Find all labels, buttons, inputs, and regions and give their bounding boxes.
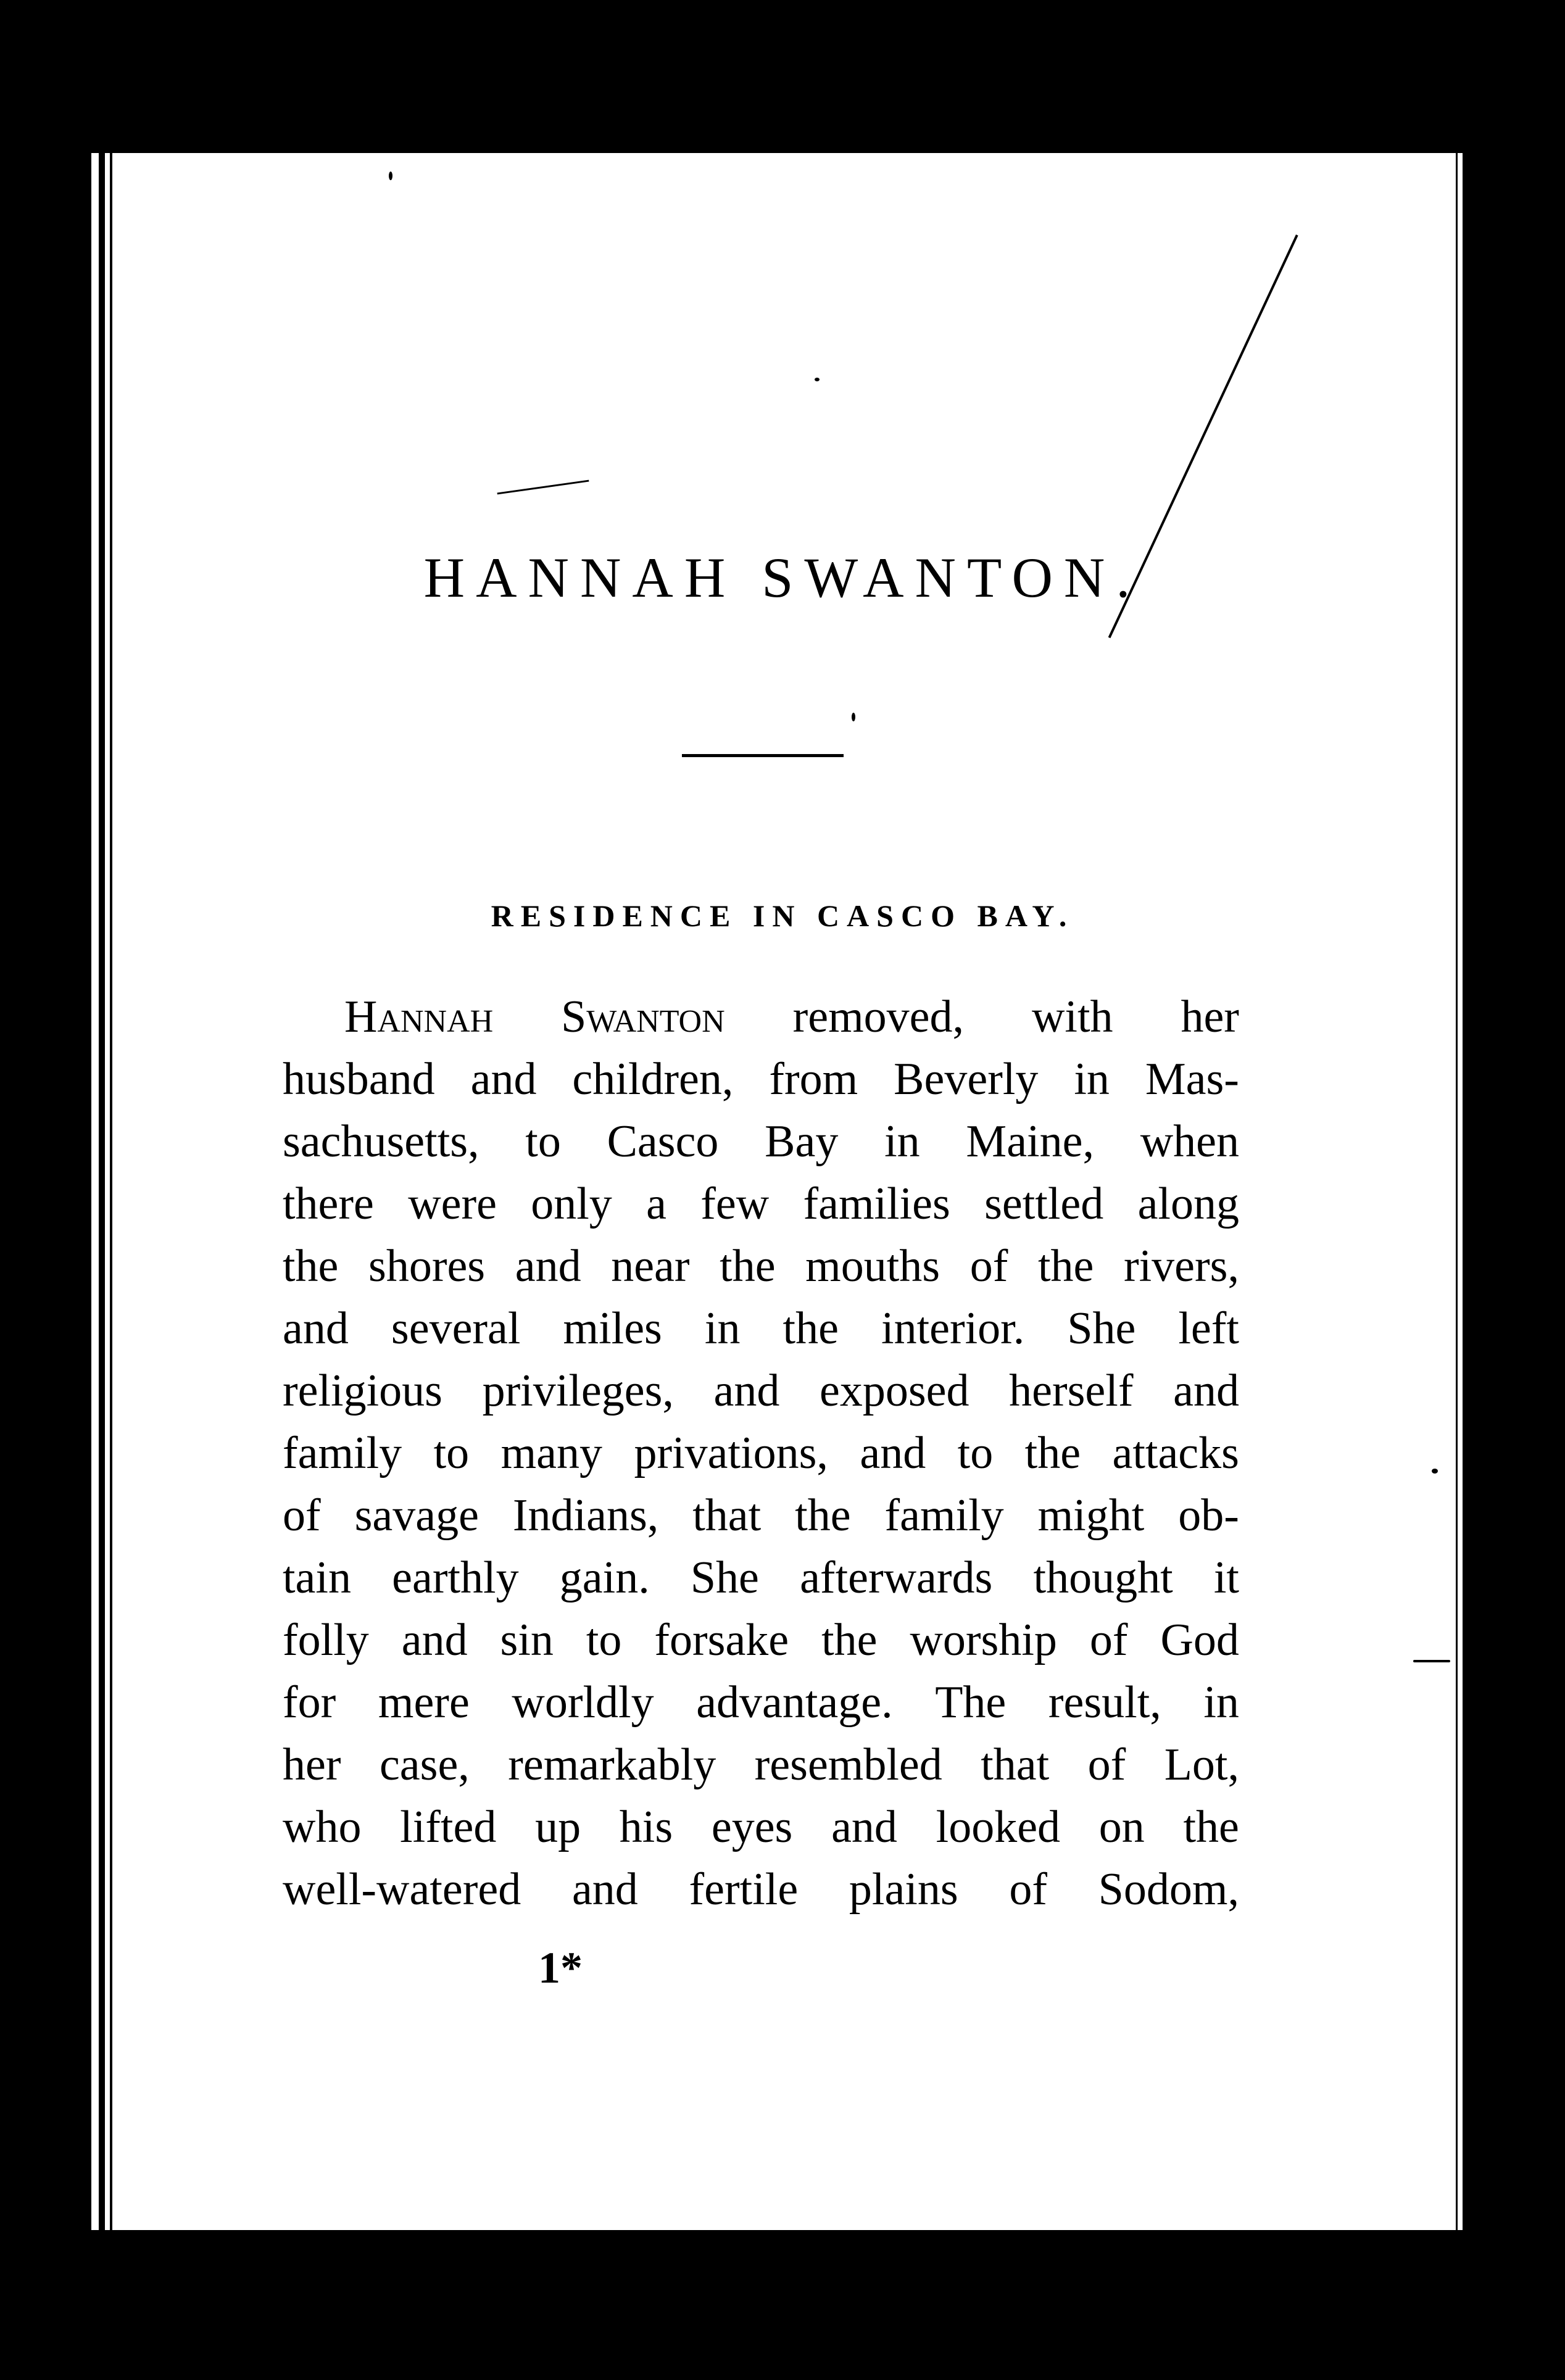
title-rule	[682, 754, 844, 757]
speck	[1432, 1469, 1438, 1474]
word: of	[283, 1490, 321, 1541]
word: the	[1037, 1241, 1094, 1292]
word: removed,	[792, 992, 965, 1042]
word: her	[1181, 992, 1239, 1042]
word: worship	[910, 1615, 1057, 1665]
word: privations,	[634, 1428, 828, 1478]
word: Bay	[765, 1116, 839, 1167]
word: and	[831, 1802, 897, 1852]
word: of	[1009, 1864, 1048, 1915]
text-line	[283, 1609, 1239, 1672]
word: resembled	[754, 1739, 942, 1790]
word: Swanton	[561, 992, 725, 1042]
word: folly	[283, 1615, 369, 1665]
word: children,	[572, 1054, 734, 1105]
word: Lot,	[1164, 1739, 1239, 1790]
text-line	[283, 1547, 1239, 1609]
word: settled	[984, 1179, 1104, 1229]
word: worldly	[512, 1677, 654, 1728]
word: of	[969, 1241, 1008, 1292]
speck	[852, 713, 855, 721]
word: that	[692, 1490, 762, 1541]
word: families	[803, 1179, 950, 1229]
word: herself	[1009, 1366, 1134, 1416]
word: religious	[283, 1366, 442, 1416]
word: her	[283, 1739, 341, 1790]
word: the	[283, 1241, 339, 1292]
word: several	[391, 1303, 521, 1354]
word: his	[619, 1802, 673, 1852]
word: privileges,	[482, 1366, 674, 1416]
word: on	[1098, 1802, 1145, 1852]
text-line	[283, 1672, 1239, 1734]
word: and	[283, 1303, 349, 1354]
word: eyes	[711, 1802, 793, 1852]
text-line	[283, 1796, 1239, 1859]
word: case,	[379, 1739, 470, 1790]
text-line	[283, 1235, 1239, 1298]
text-line	[283, 1734, 1239, 1796]
page-edge	[1447, 153, 1463, 2230]
word: God	[1160, 1615, 1239, 1665]
word: attacks	[1112, 1428, 1239, 1478]
word: afterwards	[800, 1553, 993, 1603]
word: She	[690, 1553, 759, 1603]
word: and	[1173, 1366, 1239, 1416]
word: many	[500, 1428, 603, 1478]
word: the	[1183, 1802, 1239, 1852]
word: and	[401, 1615, 468, 1665]
word: only	[531, 1179, 612, 1229]
word: along	[1137, 1179, 1239, 1229]
text-line	[283, 1859, 1239, 1921]
word: with	[1031, 992, 1113, 1042]
word: the	[821, 1615, 878, 1665]
word: advantage.	[696, 1677, 893, 1728]
word: family	[283, 1428, 402, 1478]
word: husband	[283, 1054, 435, 1105]
word: and	[860, 1428, 926, 1478]
word: plains	[849, 1864, 958, 1915]
word: Hannah	[344, 992, 494, 1042]
word: interior.	[881, 1303, 1025, 1354]
word: looked	[936, 1802, 1061, 1852]
word: Mas-	[1145, 1054, 1239, 1105]
word: of	[1089, 1615, 1128, 1665]
word: Beverly	[894, 1054, 1039, 1105]
word: that	[981, 1739, 1050, 1790]
word: rivers,	[1123, 1241, 1239, 1292]
speck	[815, 378, 820, 381]
word: there	[283, 1179, 374, 1229]
word: in	[1074, 1054, 1110, 1105]
word: the	[720, 1241, 776, 1292]
text-line	[283, 1298, 1239, 1360]
word: the	[783, 1303, 839, 1354]
text-line	[283, 1048, 1239, 1111]
word: forsake	[654, 1615, 789, 1665]
word: result,	[1048, 1677, 1161, 1728]
word: Maine,	[966, 1116, 1094, 1167]
word: fertile	[689, 1864, 799, 1915]
word: for	[283, 1677, 336, 1728]
text-line	[283, 1485, 1239, 1547]
speck	[389, 172, 392, 180]
word: and	[713, 1366, 780, 1416]
word: to	[957, 1428, 994, 1478]
word: in	[884, 1116, 920, 1167]
word: might	[1037, 1490, 1145, 1541]
word: and	[515, 1241, 581, 1292]
text-line	[283, 986, 1239, 1048]
text-line	[283, 1422, 1239, 1485]
word: lifted	[400, 1802, 497, 1852]
word: near	[611, 1241, 690, 1292]
word: Sodom,	[1098, 1864, 1239, 1915]
word: the	[1024, 1428, 1081, 1478]
word: in	[1203, 1677, 1239, 1728]
word: were	[408, 1179, 497, 1229]
body-text	[283, 986, 1239, 1921]
word: shores	[368, 1241, 486, 1292]
word: sin	[500, 1615, 554, 1665]
word: miles	[563, 1303, 662, 1354]
word: in	[704, 1303, 741, 1354]
word: remarkably	[508, 1739, 716, 1790]
word: to	[525, 1116, 561, 1167]
text-line	[283, 1111, 1239, 1173]
word: The	[935, 1677, 1007, 1728]
word: Indians,	[512, 1490, 659, 1541]
text-line	[283, 1173, 1239, 1235]
word: from	[769, 1054, 858, 1105]
word: savage	[354, 1490, 479, 1541]
word: exposed	[820, 1366, 969, 1416]
word: family	[884, 1490, 1004, 1541]
word: to	[586, 1615, 622, 1665]
word: well-watered	[283, 1864, 521, 1915]
word: it	[1213, 1553, 1239, 1603]
word: She	[1067, 1303, 1136, 1354]
text-line	[283, 1360, 1239, 1422]
word: of	[1087, 1739, 1126, 1790]
word: mouths	[805, 1241, 940, 1292]
word: when	[1140, 1116, 1239, 1167]
word: mere	[378, 1677, 470, 1728]
chapter-heading: RESIDENCE IN CASCO BAY.	[491, 898, 1074, 933]
word: gain.	[559, 1553, 650, 1603]
binding-edge	[91, 153, 121, 2230]
word: up	[535, 1802, 581, 1852]
word: to	[433, 1428, 470, 1478]
word: ob-	[1178, 1490, 1239, 1541]
signature-mark: 1*	[538, 1943, 583, 1992]
word: who	[283, 1802, 362, 1852]
word: sachusetts,	[283, 1116, 479, 1167]
word: thought	[1033, 1553, 1173, 1603]
word: the	[795, 1490, 851, 1541]
word: earthly	[392, 1553, 519, 1603]
word: and	[470, 1054, 537, 1105]
speck	[1413, 1660, 1450, 1662]
page-title: HANNAH SWANTON.	[423, 546, 1142, 609]
word: left	[1178, 1303, 1239, 1354]
word: tain	[283, 1553, 351, 1603]
word: and	[571, 1864, 638, 1915]
word: few	[700, 1179, 770, 1229]
word: Casco	[607, 1116, 719, 1167]
word: a	[646, 1179, 666, 1229]
